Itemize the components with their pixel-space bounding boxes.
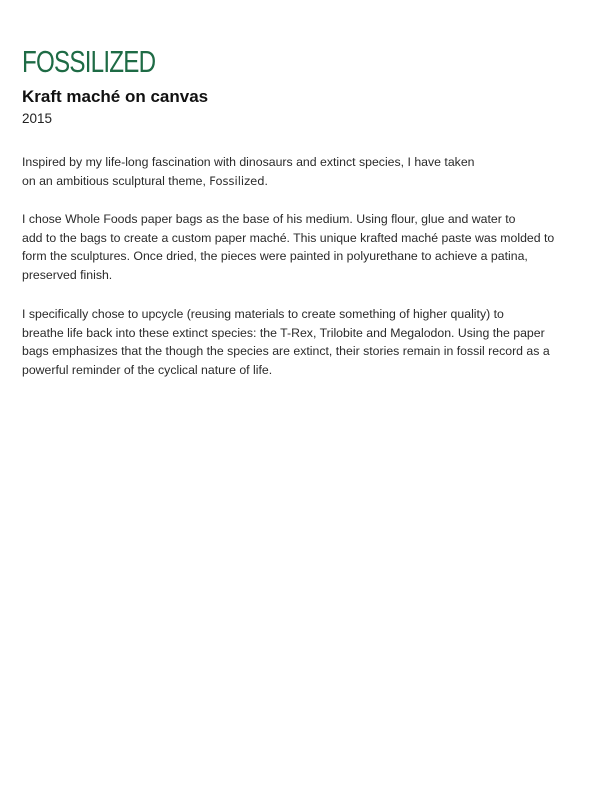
paragraph-line: breathe life back into these extinct species: the T-Rex, Trilobite and Megalodon. Using the paper [22, 325, 545, 340]
artwork-medium: Kraft maché on canvas [22, 87, 209, 106]
paragraph-line: powerful reminder of the cyclical nature of life. [22, 362, 273, 377]
paragraph-text: . [264, 173, 268, 188]
materials-paragraph [22, 210, 554, 284]
paragraph-line: I chose Whole Foods paper bags as the base of his medium. Using flour, glue and water to [22, 212, 516, 226]
paragraph-line: add to the bags to create a custom paper maché. This unique krafted maché paste was molded to [22, 230, 555, 245]
intro-paragraph [22, 153, 475, 190]
paragraph-text: on an ambitious sculptural theme, [22, 173, 210, 188]
paragraph-line: form the sculptures. Once dried, the pieces were painted in polyurethane to achieve a patina, [22, 249, 528, 263]
page-title: FOSSILIZED [22, 44, 156, 79]
series-name: Fossilized [209, 173, 265, 188]
paragraph-line: bags emphasizes that the though the species are extinct, their stories remain in fossil record as a [22, 344, 550, 358]
paragraph-line: Inspired by my life-long fascination with dinosaurs and extinct species, I have taken [22, 155, 475, 169]
paragraph-line [22, 172, 475, 191]
concept-paragraph [22, 305, 550, 379]
artwork-year: 2015 [22, 111, 53, 126]
paragraph-line: I specifically chose to upcycle (reusing materials to create something of higher quality) to [22, 307, 504, 321]
paragraph-line: preserved finish. [22, 267, 113, 282]
